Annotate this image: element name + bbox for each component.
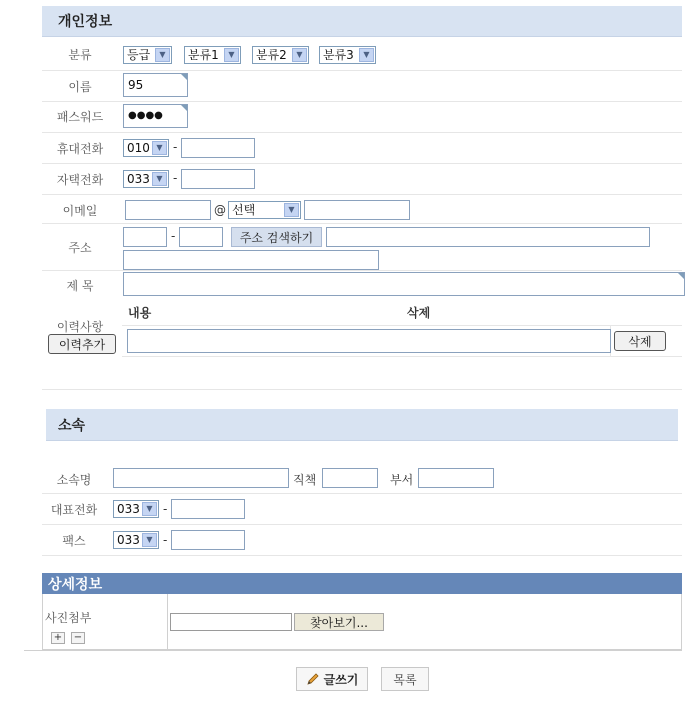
mobile-prefix-value: 010: [127, 141, 150, 155]
email-label: 이메일: [62, 204, 98, 218]
browse-file-button[interactable]: 찾아보기...: [294, 613, 384, 631]
address-label: 주소: [68, 241, 92, 255]
main-phone-label: 대표전화: [50, 503, 98, 517]
position-label: 직책: [293, 473, 317, 487]
main-phone-prefix-select[interactable]: [113, 500, 159, 518]
history-add-button[interactable]: 이력추가: [48, 334, 116, 354]
department-label: 부서: [390, 473, 414, 487]
row-divider: [42, 270, 682, 271]
phone-dash: -: [173, 140, 178, 154]
history-label: 이력사항: [56, 320, 104, 334]
home-number-input[interactable]: [181, 169, 255, 189]
position-input[interactable]: [322, 468, 378, 488]
photo-file-path-input[interactable]: [170, 613, 292, 631]
org-name-label: 소속명: [56, 473, 92, 487]
section-divider: [42, 389, 682, 390]
department-input[interactable]: [418, 468, 494, 488]
mobile-label: 휴대전화: [56, 142, 104, 156]
chevron-down-icon: ▼: [292, 48, 307, 62]
address-detail-input[interactable]: [123, 250, 379, 270]
main-phone-number-input[interactable]: [171, 499, 245, 519]
subject-label: 제 목: [66, 279, 94, 293]
row-divider: [42, 70, 682, 71]
email-id-input[interactable]: [125, 200, 211, 220]
row-divider: [42, 101, 682, 102]
row-divider: [42, 555, 682, 556]
row-divider: [42, 132, 682, 133]
category1-select-value: 분류1: [188, 48, 219, 62]
category3-select[interactable]: [319, 46, 376, 64]
org-name-input[interactable]: [113, 468, 289, 488]
remove-photo-row-button[interactable]: −: [71, 632, 85, 644]
subject-input[interactable]: [123, 272, 685, 296]
chevron-down-icon: ▼: [155, 48, 170, 62]
affiliation-section-header: [46, 409, 678, 441]
chevron-down-icon: ▼: [142, 533, 157, 547]
chevron-down-icon: ▼: [359, 48, 374, 62]
phone-dash: -: [163, 533, 168, 547]
detail-section-header: [42, 573, 682, 594]
row-divider: [42, 194, 682, 195]
category2-select[interactable]: [252, 46, 309, 64]
grade-select[interactable]: [123, 46, 172, 64]
history-delete-button[interactable]: 삭제: [614, 331, 666, 351]
name-input[interactable]: 95: [123, 73, 188, 97]
phone-dash: -: [173, 171, 178, 185]
category-label: 분류: [68, 48, 92, 62]
affiliation-section-title: 소속: [58, 417, 86, 434]
fax-prefix-value: 033: [117, 533, 140, 547]
history-column-delete: 삭제: [407, 306, 431, 320]
row-divider: [42, 223, 682, 224]
email-domain-input[interactable]: [304, 200, 410, 220]
fax-number-input[interactable]: [171, 530, 245, 550]
footer-divider: [24, 650, 682, 651]
chevron-down-icon: ▼: [224, 48, 239, 62]
category2-select-value: 분류2: [256, 48, 287, 62]
password-input[interactable]: ●●●●: [123, 104, 188, 128]
row-divider: [42, 524, 682, 525]
detail-table-divider: [167, 594, 168, 650]
row-divider: [42, 163, 682, 164]
chevron-down-icon: ▼: [152, 141, 167, 155]
home-prefix-value: 033: [127, 172, 150, 186]
mobile-number-input[interactable]: [181, 138, 255, 158]
category1-select[interactable]: [184, 46, 241, 64]
password-label: 패스워드: [56, 110, 104, 124]
grade-select-value: 등급: [127, 48, 151, 62]
history-content-input[interactable]: [127, 329, 611, 353]
detail-section-title: 상세정보: [48, 576, 103, 593]
phone-dash: -: [163, 502, 168, 516]
list-button[interactable]: 목록: [381, 667, 429, 691]
chevron-down-icon: ▼: [142, 502, 157, 516]
fax-label: 팩스: [62, 534, 86, 548]
mobile-prefix-select[interactable]: [123, 139, 169, 157]
category3-select-value: 분류3: [323, 48, 354, 62]
home-phone-label: 자택전화: [56, 173, 104, 187]
address-search-button[interactable]: 주소 검색하기: [231, 227, 322, 247]
write-button-label: 글쓰기: [323, 672, 359, 687]
zipcode-first-input[interactable]: [123, 227, 167, 247]
home-prefix-select[interactable]: [123, 170, 169, 188]
zipcode-second-input[interactable]: [179, 227, 223, 247]
zipcode-dash: -: [171, 229, 176, 243]
photo-attach-label: 사진첨부: [45, 611, 92, 625]
row-divider: [42, 493, 682, 494]
write-button[interactable]: [296, 667, 368, 691]
fax-prefix-select[interactable]: [113, 531, 159, 549]
history-column-content: 내용: [128, 306, 152, 320]
email-at-sign: @: [214, 203, 226, 217]
add-photo-row-button[interactable]: +: [51, 632, 65, 644]
email-domain-select[interactable]: [228, 201, 301, 219]
pencil-icon: [306, 672, 320, 686]
email-domain-value: 선택: [232, 203, 256, 217]
name-label: 이름: [68, 80, 92, 94]
address-main-input[interactable]: [326, 227, 650, 247]
personal-section-title: 개인정보: [58, 14, 113, 30]
chevron-down-icon: ▼: [152, 172, 167, 186]
personal-section-header: [42, 6, 682, 37]
chevron-down-icon: ▼: [284, 203, 299, 217]
main-phone-prefix-value: 033: [117, 502, 140, 516]
